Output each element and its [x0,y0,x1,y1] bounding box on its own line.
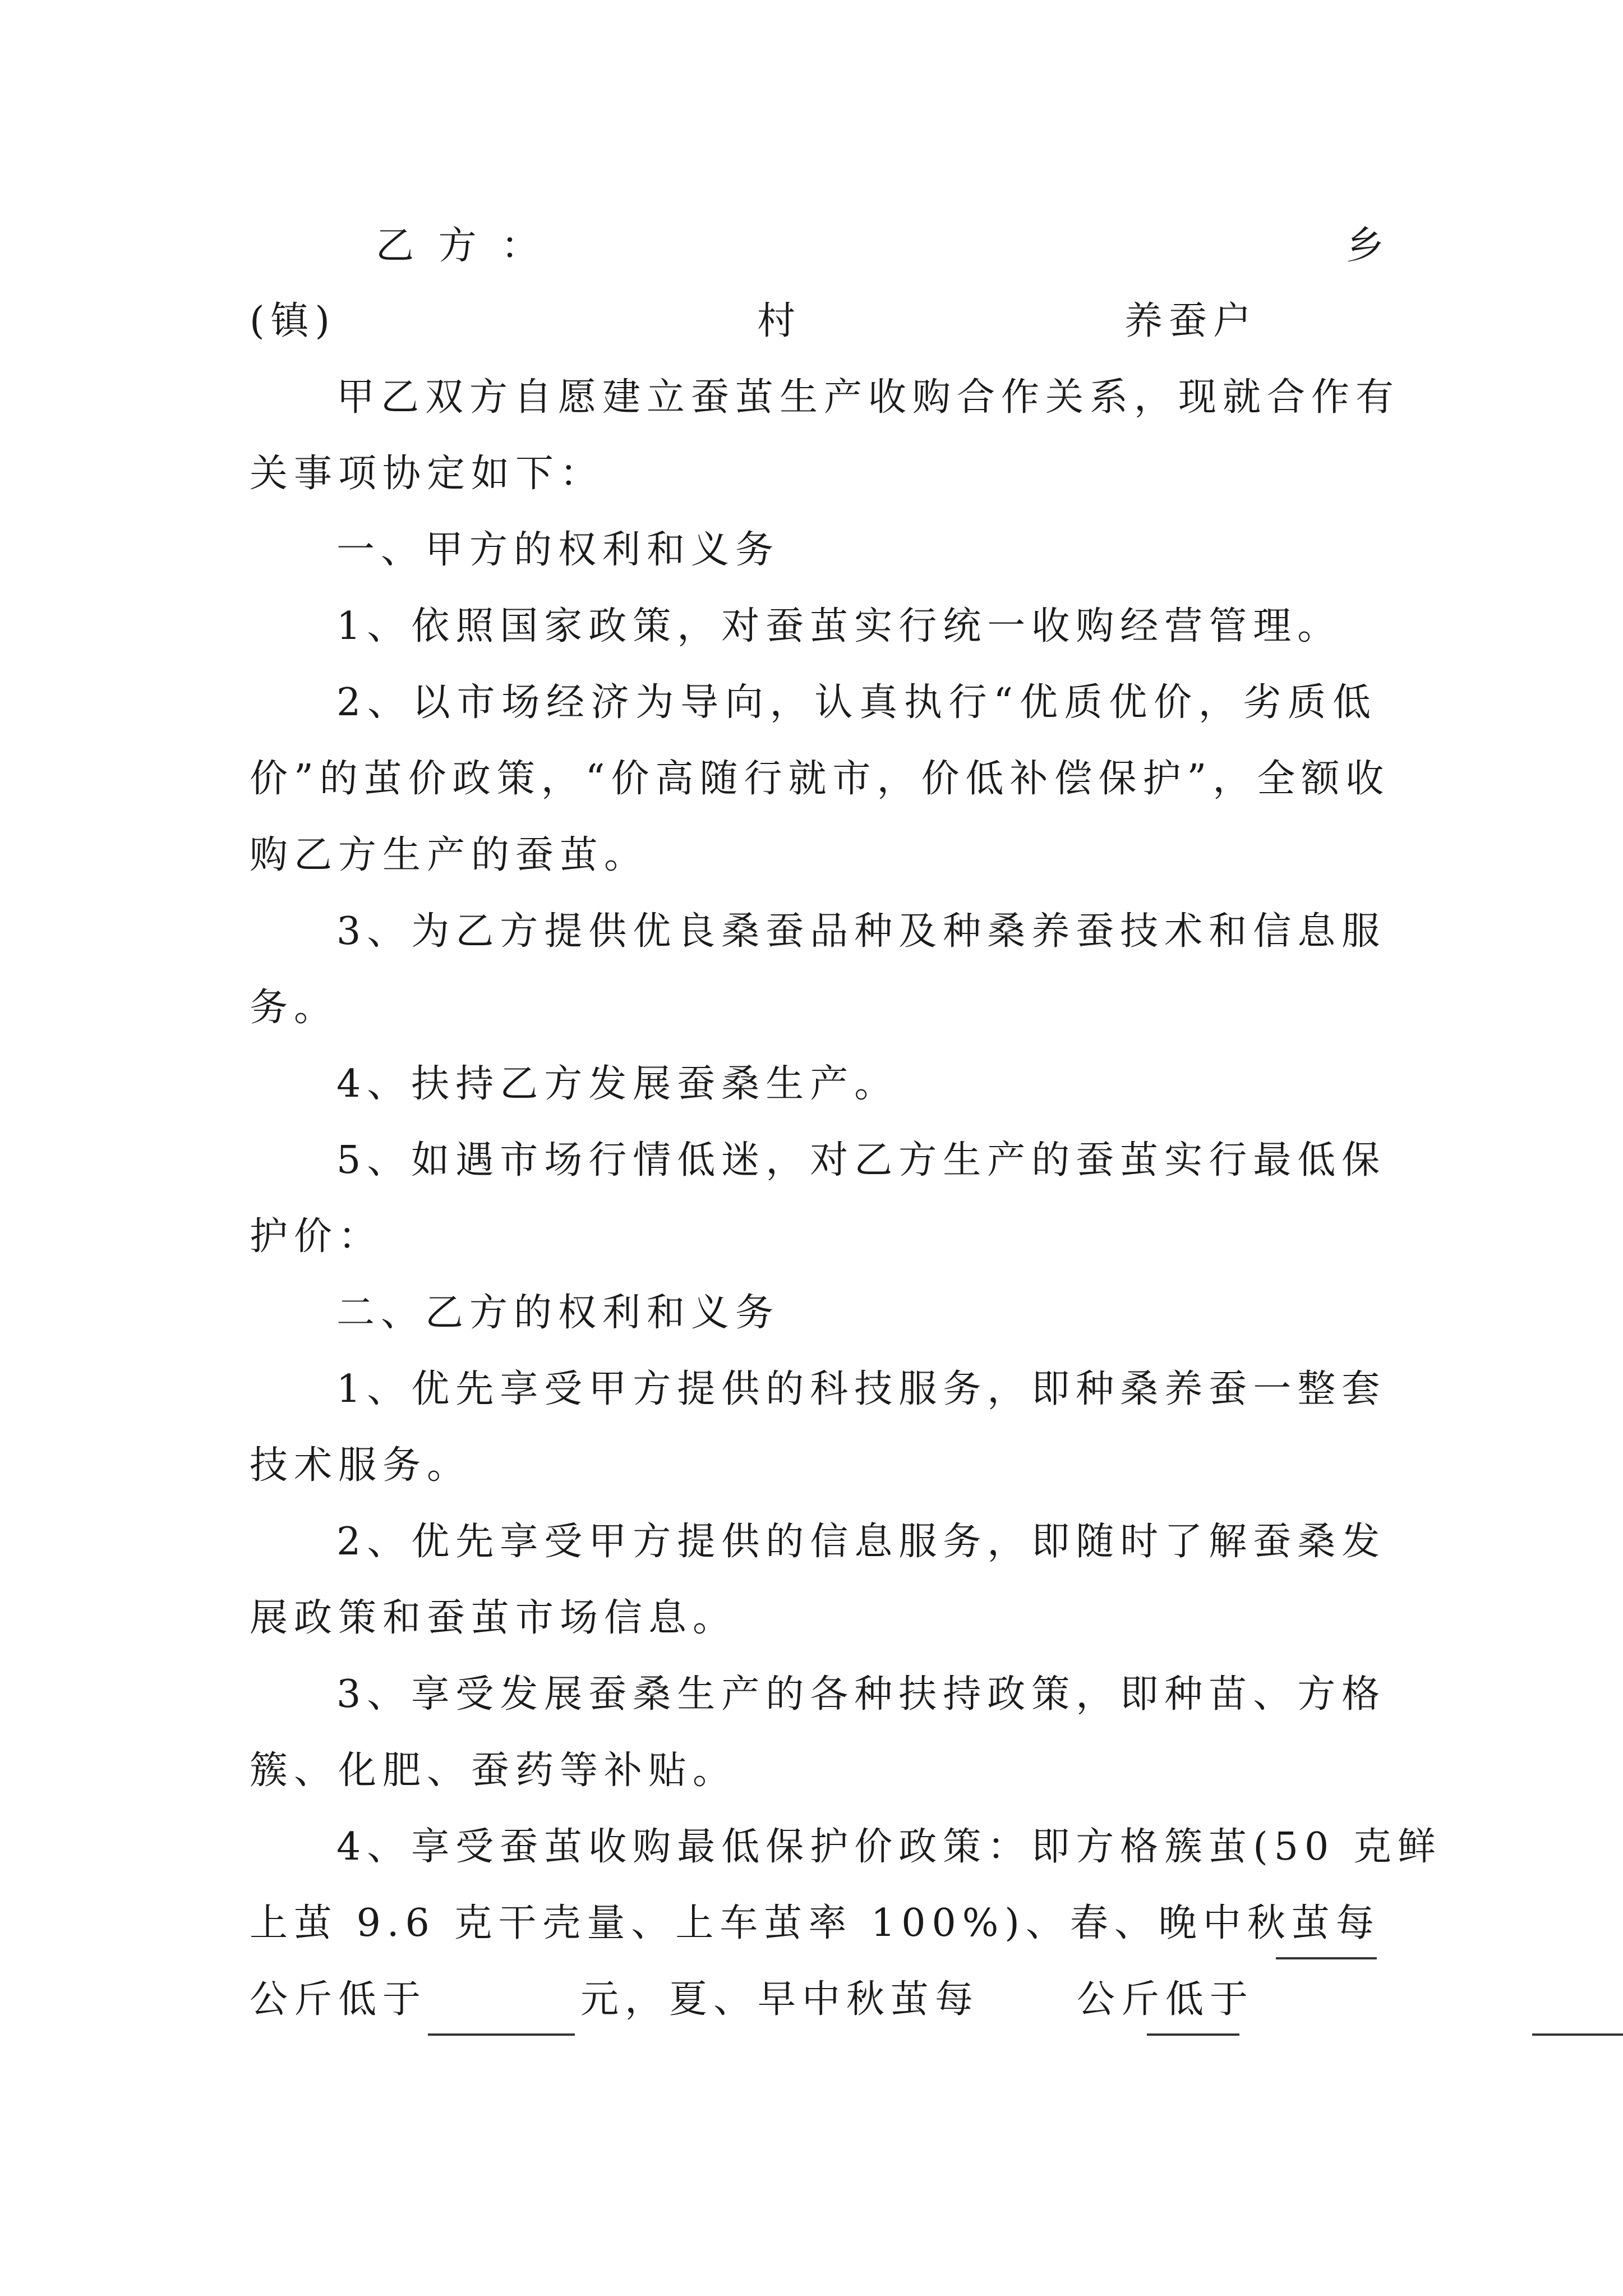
item-4-line-2-text: 上茧 9.6 克干壳量、上车茧率 100%)、春、晚中秋茧每 [250,1901,1380,1945]
section-1-item-4: 4、扶持乙方发展蚕桑生产。 [336,1062,899,1106]
section-1-item-5-line-1: 5、如遇市场行情低迷，对乙方生产的蚕茧实行最低保 [336,1138,1386,1182]
village-char: 村 [757,299,802,343]
section-2-item-1-line-2: 技术服务。 [250,1443,472,1488]
section-2-item-4-line-2 [250,1885,1380,1962]
section-2-item-4-line-3 [250,1961,1377,2039]
section-1-item-1: 1、依照国家政策，对蚕茧实行统一收购经营管理。 [336,604,1342,648]
location-line [250,283,1377,360]
section-2-item-4-line-1: 4、享受蚕茧收购最低保护价政策：即方格簇茧(50 克鲜 [336,1825,1442,1869]
item-4-line-3-part-a: 公斤低于 [250,1977,427,2022]
blank-price-1 [428,2000,575,2036]
section-1-item-3-line-2: 务。 [250,986,339,1030]
item-4-line-3-part-b: 元，夏、早中秋茧每 [580,1977,980,2022]
party-b-label: 乙 方 ： [376,224,546,268]
township-char: 乡 [1346,224,1391,268]
section-1-item-2-line-1: 2、以市场经济为导向，认真执行“优质优价，劣质低 [336,680,1377,725]
intro-line-1: 甲乙双方自愿建立蚕茧生产收购合作关系，现就合作有 [336,375,1400,420]
section-2-item-3-line-2: 簇、化肥、蚕药等补贴。 [250,1749,737,1793]
section-1-heading: 一、甲方的权利和义务 [336,528,780,572]
section-1-item-2-line-3: 购乙方生产的蚕茧。 [250,833,649,877]
party-b-line [250,208,1391,285]
section-2-heading: 二、乙方的权利和义务 [336,1291,780,1335]
intro-line-2: 关事项协定如下： [250,452,605,496]
section-2-item-1-line-1: 1、优先享受甲方提供的科技服务，即种桑养蚕一整套 [336,1367,1386,1411]
town-paren: (镇) [250,299,336,343]
section-1-item-5-line-2: 护价： [250,1214,383,1259]
section-1-item-3-line-1: 3、为乙方提供优良桑蚕品种及种桑养蚕技术和信息服 [336,909,1386,954]
blank-weight-1 [1276,1924,1377,1959]
section-1-item-2-line-2: 价”的茧价政策，“价高随行就市，价低补偿保护”，全额收 [250,757,1390,801]
blank-price-2 [1532,2000,1623,2036]
section-2-item-3-line-1: 3、享受发展蚕桑生产的各种扶持政策，即种苗、方格 [336,1672,1386,1717]
item-4-line-3-part-c: 公斤低于 [1077,1977,1255,2022]
farmer-label: 养蚕户 [1124,299,1258,343]
section-2-item-2-line-1: 2、优先享受甲方提供的信息服务，即随时了解蚕桑发 [336,1520,1386,1564]
section-2-item-2-line-2: 展政策和蚕茧市场信息。 [250,1596,737,1640]
